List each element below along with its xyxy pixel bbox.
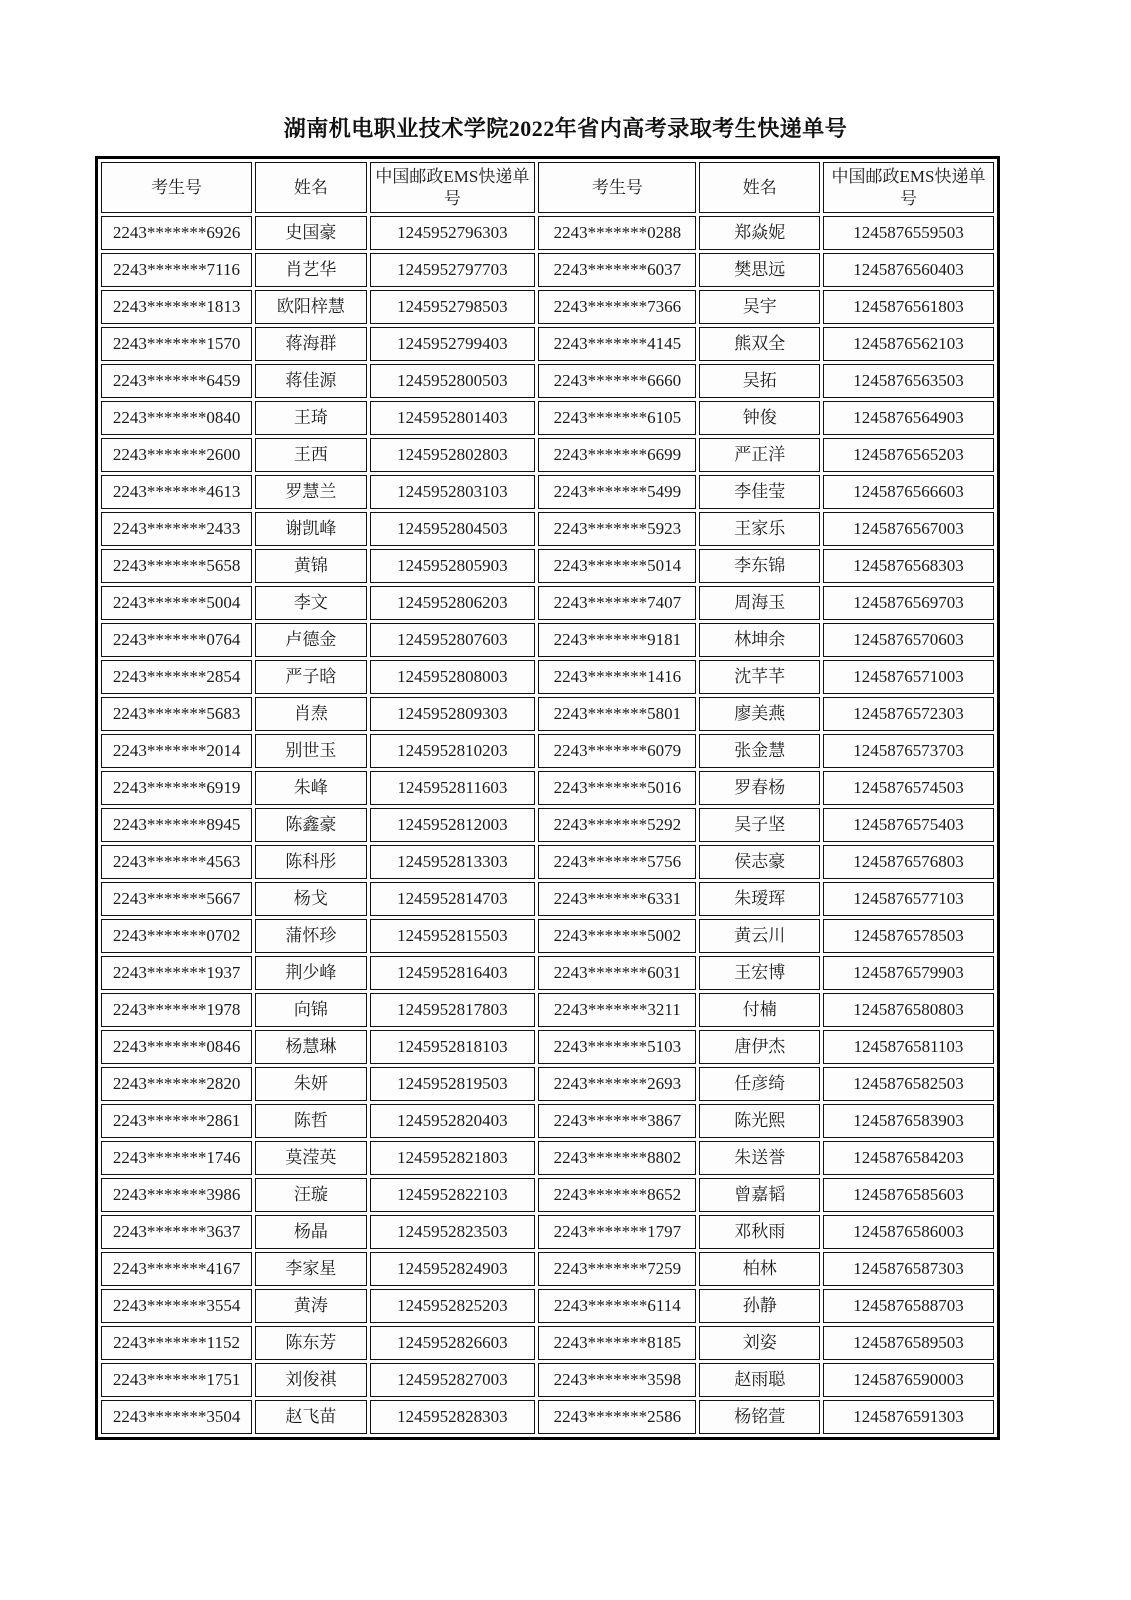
- name-cell: 史国豪: [255, 216, 367, 250]
- candidate-number-cell: 2243*******1152: [101, 1326, 252, 1360]
- table-body: [101, 216, 994, 1434]
- candidate-number-cell: 2243*******8652: [538, 1178, 696, 1212]
- candidate-number-cell: 2243*******7259: [538, 1252, 696, 1286]
- candidate-number-cell: 2243*******0840: [101, 401, 252, 435]
- name-cell: 邓秋雨: [699, 1215, 820, 1249]
- name-cell: 黄涛: [255, 1289, 367, 1323]
- table-row: [101, 882, 994, 916]
- ems-number-cell: 1245952803103: [370, 475, 536, 509]
- name-cell: 吴子坚: [699, 808, 820, 842]
- name-cell: 陈东芳: [255, 1326, 367, 1360]
- table-row: [101, 1104, 994, 1138]
- candidate-number-cell: 2243*******5756: [538, 845, 696, 879]
- ems-number-cell: 1245952804503: [370, 512, 536, 546]
- name-cell: 熊双全: [699, 327, 820, 361]
- candidate-number-cell: 2243*******4167: [101, 1252, 252, 1286]
- ems-number-cell: 1245876560403: [823, 253, 994, 287]
- candidate-number-cell: 2243*******4145: [538, 327, 696, 361]
- name-cell: 欧阳梓慧: [255, 290, 367, 324]
- name-cell: 赵雨聪: [699, 1363, 820, 1397]
- ems-number-cell: 1245952809303: [370, 697, 536, 731]
- candidate-number-cell: 2243*******5499: [538, 475, 696, 509]
- candidate-number-cell: 2243*******7407: [538, 586, 696, 620]
- candidate-number-cell: 2243*******1416: [538, 660, 696, 694]
- name-cell: 蒲怀珍: [255, 919, 367, 953]
- name-cell: 蒋佳源: [255, 364, 367, 398]
- table-row: [101, 290, 994, 324]
- ems-number-cell: 1245952824903: [370, 1252, 536, 1286]
- name-cell: 王宏博: [699, 956, 820, 990]
- table-row: [101, 1030, 994, 1064]
- ems-number-cell: 1245952801403: [370, 401, 536, 435]
- header-ems-number-right: 中国邮政EMS快递单号: [823, 162, 994, 213]
- name-cell: 莫滢英: [255, 1141, 367, 1175]
- name-cell: 曾嘉韬: [699, 1178, 820, 1212]
- name-cell: 朱妍: [255, 1067, 367, 1101]
- name-cell: 张金慧: [699, 734, 820, 768]
- candidate-number-cell: 2243*******5683: [101, 697, 252, 731]
- ems-number-cell: 1245876574503: [823, 771, 994, 805]
- name-cell: 杨戈: [255, 882, 367, 916]
- ems-number-cell: 1245952807603: [370, 623, 536, 657]
- ems-number-cell: 1245876588703: [823, 1289, 994, 1323]
- table-row: [101, 1289, 994, 1323]
- name-cell: 肖艺华: [255, 253, 367, 287]
- table-row: [101, 1215, 994, 1249]
- candidate-number-cell: 2243*******6660: [538, 364, 696, 398]
- candidate-number-cell: 2243*******3867: [538, 1104, 696, 1138]
- candidate-number-cell: 2243*******6331: [538, 882, 696, 916]
- table-row: [101, 253, 994, 287]
- table-row: [101, 660, 994, 694]
- ems-number-cell: 1245952821803: [370, 1141, 536, 1175]
- candidate-number-cell: 2243*******4613: [101, 475, 252, 509]
- ems-number-cell: 1245876575403: [823, 808, 994, 842]
- candidate-number-cell: 2243*******4563: [101, 845, 252, 879]
- header-candidate-number-right: 考生号: [538, 162, 696, 213]
- candidate-number-cell: 2243*******8802: [538, 1141, 696, 1175]
- table-row: [101, 808, 994, 842]
- ems-number-cell: 1245876564903: [823, 401, 994, 435]
- name-cell: 钟俊: [699, 401, 820, 435]
- name-cell: 朱送誉: [699, 1141, 820, 1175]
- table-row: [101, 1141, 994, 1175]
- name-cell: 刘俊祺: [255, 1363, 367, 1397]
- ems-number-cell: 1245952814703: [370, 882, 536, 916]
- ems-number-cell: 1245876576803: [823, 845, 994, 879]
- name-cell: 赵飞苗: [255, 1400, 367, 1434]
- ems-number-cell: 1245876567003: [823, 512, 994, 546]
- candidate-number-cell: 2243*******0846: [101, 1030, 252, 1064]
- candidate-number-cell: 2243*******6919: [101, 771, 252, 805]
- name-cell: 陈光熙: [699, 1104, 820, 1138]
- name-cell: 吴宇: [699, 290, 820, 324]
- ems-number-cell: 1245876581103: [823, 1030, 994, 1064]
- candidate-number-cell: 2243*******5004: [101, 586, 252, 620]
- ems-number-cell: 1245876582503: [823, 1067, 994, 1101]
- name-cell: 荆少峰: [255, 956, 367, 990]
- ems-number-cell: 1245952813303: [370, 845, 536, 879]
- table-row: [101, 845, 994, 879]
- candidate-number-cell: 2243*******0702: [101, 919, 252, 953]
- candidate-number-cell: 2243*******6105: [538, 401, 696, 435]
- table-row: [101, 1363, 994, 1397]
- table-row: [101, 327, 994, 361]
- table-row: [101, 438, 994, 472]
- name-cell: 孙静: [699, 1289, 820, 1323]
- header-name-left: 姓名: [255, 162, 367, 213]
- candidate-number-cell: 2243*******3554: [101, 1289, 252, 1323]
- ems-number-cell: 1245876587303: [823, 1252, 994, 1286]
- table-row: [101, 919, 994, 953]
- table-row: [101, 1252, 994, 1286]
- name-cell: 李家星: [255, 1252, 367, 1286]
- name-cell: 刘姿: [699, 1326, 820, 1360]
- name-cell: 陈哲: [255, 1104, 367, 1138]
- table-row: [101, 623, 994, 657]
- name-cell: 廖美燕: [699, 697, 820, 731]
- name-cell: 樊思远: [699, 253, 820, 287]
- ems-number-cell: 1245952811603: [370, 771, 536, 805]
- name-cell: 黄云川: [699, 919, 820, 953]
- ems-number-cell: 1245876566603: [823, 475, 994, 509]
- name-cell: 严子晗: [255, 660, 367, 694]
- table-row: [101, 771, 994, 805]
- candidate-number-cell: 2243*******2433: [101, 512, 252, 546]
- candidate-number-cell: 2243*******5923: [538, 512, 696, 546]
- candidate-number-cell: 2243*******5658: [101, 549, 252, 583]
- candidate-number-cell: 2243*******5014: [538, 549, 696, 583]
- table-row: [101, 734, 994, 768]
- table-row: [101, 1326, 994, 1360]
- ems-number-cell: 1245876568303: [823, 549, 994, 583]
- ems-number-cell: 1245952796303: [370, 216, 536, 250]
- ems-number-cell: 1245876590003: [823, 1363, 994, 1397]
- candidate-number-cell: 2243*******7366: [538, 290, 696, 324]
- ems-number-cell: 1245876583903: [823, 1104, 994, 1138]
- candidate-number-cell: 2243*******6031: [538, 956, 696, 990]
- ems-number-cell: 1245876577103: [823, 882, 994, 916]
- candidate-number-cell: 2243*******3637: [101, 1215, 252, 1249]
- candidate-number-cell: 2243*******3504: [101, 1400, 252, 1434]
- ems-number-cell: 1245876586003: [823, 1215, 994, 1249]
- candidate-number-cell: 2243*******2693: [538, 1067, 696, 1101]
- candidate-number-cell: 2243*******0288: [538, 216, 696, 250]
- ems-number-cell: 1245952825203: [370, 1289, 536, 1323]
- candidate-number-cell: 2243*******3598: [538, 1363, 696, 1397]
- table-row: [101, 956, 994, 990]
- candidate-number-cell: 2243*******5801: [538, 697, 696, 731]
- header-ems-number-left: 中国邮政EMS快递单号: [370, 162, 536, 213]
- name-cell: 陈鑫豪: [255, 808, 367, 842]
- candidate-number-cell: 2243*******1751: [101, 1363, 252, 1397]
- ems-number-cell: 1245952818103: [370, 1030, 536, 1064]
- ems-number-cell: 1245876559503: [823, 216, 994, 250]
- name-cell: 汪璇: [255, 1178, 367, 1212]
- ems-number-cell: 1245952820403: [370, 1104, 536, 1138]
- candidate-number-cell: 2243*******5667: [101, 882, 252, 916]
- name-cell: 黄锦: [255, 549, 367, 583]
- ems-number-cell: 1245952817803: [370, 993, 536, 1027]
- name-cell: 王琦: [255, 401, 367, 435]
- ems-number-cell: 1245876571003: [823, 660, 994, 694]
- name-cell: 侯志豪: [699, 845, 820, 879]
- ems-number-cell: 1245952822103: [370, 1178, 536, 1212]
- ems-number-cell: 1245876578503: [823, 919, 994, 953]
- table-row: [101, 512, 994, 546]
- candidate-number-cell: 2243*******7116: [101, 253, 252, 287]
- header-name-right: 姓名: [699, 162, 820, 213]
- name-cell: 任彦绮: [699, 1067, 820, 1101]
- table-row: [101, 1400, 994, 1434]
- ems-number-cell: 1245952823503: [370, 1215, 536, 1249]
- candidate-number-cell: 2243*******3986: [101, 1178, 252, 1212]
- name-cell: 陈科彤: [255, 845, 367, 879]
- name-cell: 王家乐: [699, 512, 820, 546]
- name-cell: 罗春杨: [699, 771, 820, 805]
- ems-number-cell: 1245952816403: [370, 956, 536, 990]
- ems-number-cell: 1245876562103: [823, 327, 994, 361]
- name-cell: 卢德金: [255, 623, 367, 657]
- candidate-number-cell: 2243*******1746: [101, 1141, 252, 1175]
- candidate-number-cell: 2243*******2586: [538, 1400, 696, 1434]
- candidate-number-cell: 2243*******8185: [538, 1326, 696, 1360]
- table-header-row: [101, 162, 994, 213]
- ems-number-cell: 1245876563503: [823, 364, 994, 398]
- name-cell: 严正洋: [699, 438, 820, 472]
- ems-number-cell: 1245952805903: [370, 549, 536, 583]
- candidate-number-cell: 2243*******1978: [101, 993, 252, 1027]
- ems-number-cell: 1245952810203: [370, 734, 536, 768]
- table-row: [101, 401, 994, 435]
- name-cell: 付楠: [699, 993, 820, 1027]
- table-row: [101, 1178, 994, 1212]
- name-cell: 林坤余: [699, 623, 820, 657]
- name-cell: 朱瑷珲: [699, 882, 820, 916]
- candidate-number-cell: 2243*******5002: [538, 919, 696, 953]
- ems-number-cell: 1245876585603: [823, 1178, 994, 1212]
- express-number-table: [95, 156, 1000, 1440]
- ems-number-cell: 1245952826603: [370, 1326, 536, 1360]
- ems-number-cell: 1245876570603: [823, 623, 994, 657]
- candidate-number-cell: 2243*******6037: [538, 253, 696, 287]
- name-cell: 郑焱妮: [699, 216, 820, 250]
- name-cell: 罗慧兰: [255, 475, 367, 509]
- ems-number-cell: 1245952827003: [370, 1363, 536, 1397]
- ems-number-cell: 1245952797703: [370, 253, 536, 287]
- candidate-number-cell: 2243*******2854: [101, 660, 252, 694]
- name-cell: 柏林: [699, 1252, 820, 1286]
- ems-number-cell: 1245876561803: [823, 290, 994, 324]
- candidate-number-cell: 2243*******1797: [538, 1215, 696, 1249]
- name-cell: 李东锦: [699, 549, 820, 583]
- name-cell: 别世玉: [255, 734, 367, 768]
- name-cell: 蒋海群: [255, 327, 367, 361]
- ems-number-cell: 1245952828303: [370, 1400, 536, 1434]
- name-cell: 吴拓: [699, 364, 820, 398]
- candidate-number-cell: 2243*******2014: [101, 734, 252, 768]
- name-cell: 向锦: [255, 993, 367, 1027]
- ems-number-cell: 1245952815503: [370, 919, 536, 953]
- ems-number-cell: 1245876580803: [823, 993, 994, 1027]
- table-row: [101, 1067, 994, 1101]
- candidate-number-cell: 2243*******3211: [538, 993, 696, 1027]
- candidate-number-cell: 2243*******5292: [538, 808, 696, 842]
- name-cell: 李佳莹: [699, 475, 820, 509]
- name-cell: 朱峰: [255, 771, 367, 805]
- ems-number-cell: 1245952819503: [370, 1067, 536, 1101]
- name-cell: 李文: [255, 586, 367, 620]
- name-cell: 肖焘: [255, 697, 367, 731]
- table-row: [101, 475, 994, 509]
- page-title: 湖南机电职业技术学院2022年省内高考录取考生快递单号: [283, 116, 848, 141]
- ems-number-cell: 1245952799403: [370, 327, 536, 361]
- ems-number-cell: 1245876591303: [823, 1400, 994, 1434]
- table-row: [101, 216, 994, 250]
- ems-number-cell: 1245952812003: [370, 808, 536, 842]
- ems-number-cell: 1245876565203: [823, 438, 994, 472]
- candidate-number-cell: 2243*******1570: [101, 327, 252, 361]
- candidate-number-cell: 2243*******6926: [101, 216, 252, 250]
- table-row: [101, 993, 994, 1027]
- ems-number-cell: 1245876589503: [823, 1326, 994, 1360]
- candidate-number-cell: 2243*******2820: [101, 1067, 252, 1101]
- name-cell: 周海玉: [699, 586, 820, 620]
- table-row: [101, 697, 994, 731]
- ems-number-cell: 1245876573703: [823, 734, 994, 768]
- name-cell: 沈芊芊: [699, 660, 820, 694]
- ems-number-cell: 1245876572303: [823, 697, 994, 731]
- name-cell: 唐伊杰: [699, 1030, 820, 1064]
- ems-number-cell: 1245952802803: [370, 438, 536, 472]
- candidate-number-cell: 2243*******1813: [101, 290, 252, 324]
- candidate-number-cell: 2243*******5016: [538, 771, 696, 805]
- ems-number-cell: 1245876584203: [823, 1141, 994, 1175]
- candidate-number-cell: 2243*******6699: [538, 438, 696, 472]
- ems-number-cell: 1245952800503: [370, 364, 536, 398]
- table-row: [101, 364, 994, 398]
- ems-number-cell: 1245952806203: [370, 586, 536, 620]
- ems-number-cell: 1245952798503: [370, 290, 536, 324]
- name-cell: 杨铭萱: [699, 1400, 820, 1434]
- ems-number-cell: 1245952808003: [370, 660, 536, 694]
- candidate-number-cell: 2243*******9181: [538, 623, 696, 657]
- ems-number-cell: 1245876579903: [823, 956, 994, 990]
- header-candidate-number-left: 考生号: [101, 162, 252, 213]
- name-cell: 杨慧琳: [255, 1030, 367, 1064]
- candidate-number-cell: 2243*******6459: [101, 364, 252, 398]
- candidate-number-cell: 2243*******2861: [101, 1104, 252, 1138]
- candidate-number-cell: 2243*******6114: [538, 1289, 696, 1323]
- candidate-number-cell: 2243*******5103: [538, 1030, 696, 1064]
- candidate-number-cell: 2243*******0764: [101, 623, 252, 657]
- candidate-number-cell: 2243*******6079: [538, 734, 696, 768]
- candidate-number-cell: 2243*******1937: [101, 956, 252, 990]
- table-row: [101, 586, 994, 620]
- name-cell: 王西: [255, 438, 367, 472]
- candidate-number-cell: 2243*******8945: [101, 808, 252, 842]
- ems-number-cell: 1245876569703: [823, 586, 994, 620]
- name-cell: 谢凯峰: [255, 512, 367, 546]
- table-row: [101, 549, 994, 583]
- name-cell: 杨晶: [255, 1215, 367, 1249]
- candidate-number-cell: 2243*******2600: [101, 438, 252, 472]
